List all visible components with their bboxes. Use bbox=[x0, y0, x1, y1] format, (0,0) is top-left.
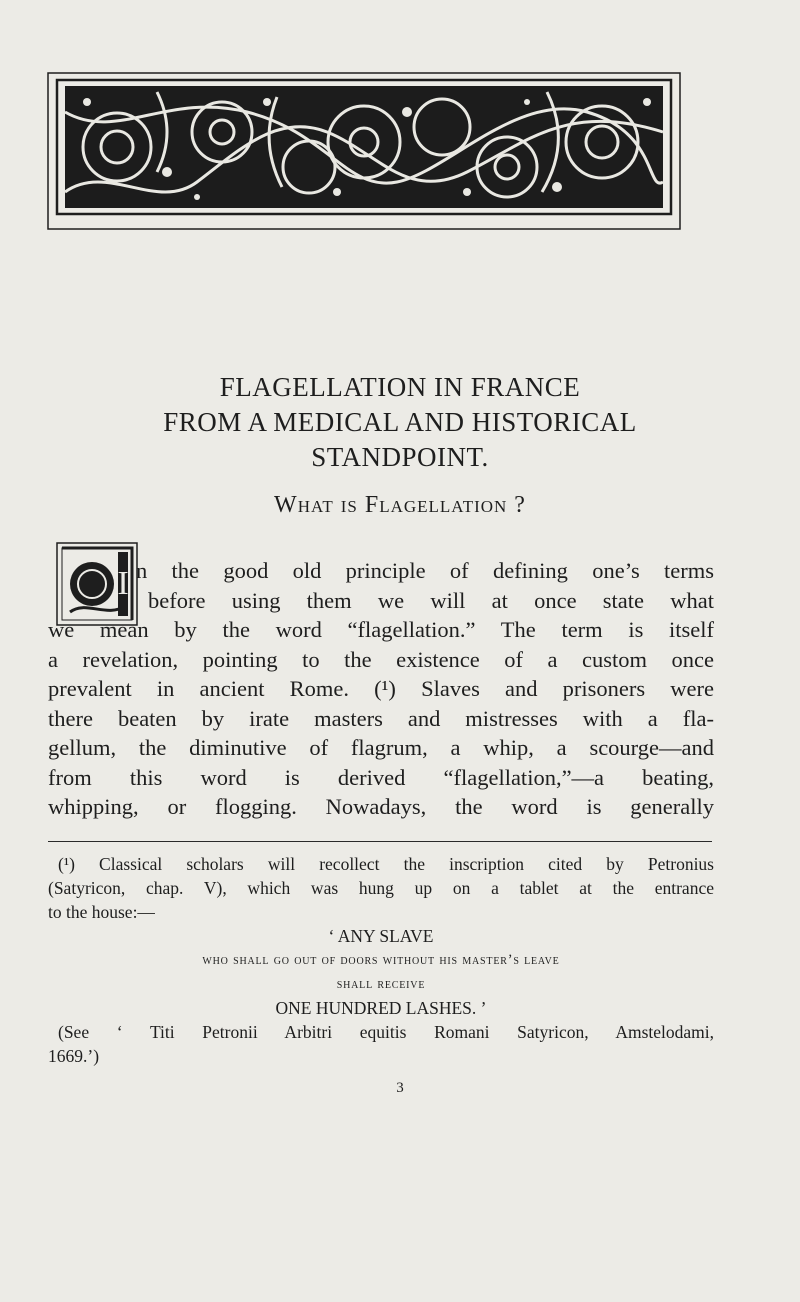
book-title bbox=[60, 370, 740, 475]
initial-letter: I bbox=[117, 565, 129, 602]
title-line-3: STANDPOINT. bbox=[311, 442, 489, 472]
inscription-line: ONE HUNDRED LASHES. ’ bbox=[275, 998, 487, 1018]
inscription-line: who shall go out of doors without his master’s leave bbox=[202, 952, 560, 968]
footnote-line: to the house:— bbox=[48, 902, 155, 922]
paragraph-line: from this word is derived “flagellation,”—a beating, bbox=[48, 764, 714, 790]
paragraph-line: prevalent in ancient Rome. (¹) Slaves and prisoners were bbox=[48, 676, 714, 701]
title-line-1: FLAGELLATION IN FRANCE bbox=[219, 372, 581, 402]
paragraph-line: a revelation, pointing to the existence of a custom once bbox=[48, 646, 714, 672]
footnote-divider bbox=[48, 841, 712, 842]
paragraph-line: there beaten by irate masters and mistresses with a fla- bbox=[48, 705, 714, 731]
footnote-line: 1669.’) bbox=[48, 1046, 100, 1066]
ornamental-headpiece bbox=[47, 72, 681, 230]
footnote-line: (¹) Classical scholars will recollect the inscription cited by Petronius bbox=[58, 854, 714, 874]
footnote-line: (Satyricon, chap. V), which was hung up on a tablet at the entrance bbox=[48, 878, 714, 898]
footnote bbox=[48, 852, 714, 1068]
page-number: 3 bbox=[396, 1080, 404, 1096]
inscription-line: shall receive bbox=[336, 976, 426, 992]
inscription-line: ‘ ANY SLAVE bbox=[328, 926, 434, 946]
paragraph-line: before using them we will at once state what bbox=[148, 587, 714, 613]
title-line-2: FROM A MEDICAL AND HISTORICAL bbox=[163, 407, 637, 437]
paragraph-line: gellum, the diminutive of flagrum, a whip, a scourge—and bbox=[48, 735, 714, 760]
paragraph-line: we mean by the word “flagellation.” The term is itself bbox=[48, 617, 714, 642]
paragraph-line: n the good old principle of defining one’s terms bbox=[136, 558, 714, 583]
footnote-line: (See ‘ Titi Petronii Arbitri equitis Romani Satyricon, Amstelodami, bbox=[58, 1022, 714, 1042]
chapter-heading: What is Flagellation ? bbox=[274, 492, 526, 518]
main-paragraph bbox=[48, 556, 714, 822]
paragraph-line: whipping, or flogging. Nowadays, the word is generally bbox=[48, 794, 714, 819]
